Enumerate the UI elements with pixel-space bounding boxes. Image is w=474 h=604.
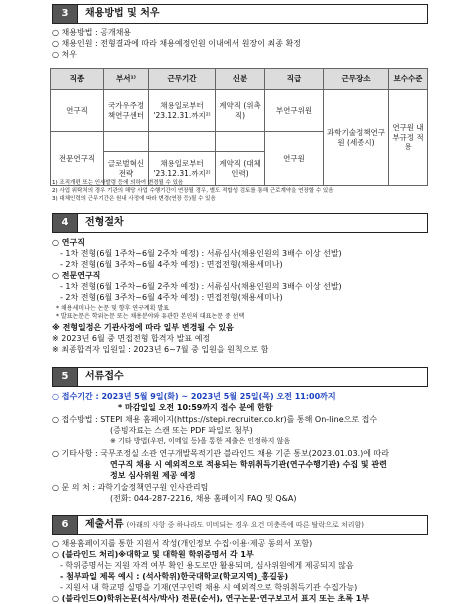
contact-detail: (전화: 044-287-2216, 채용 홈페이지 FAQ 및 Q&A) bbox=[110, 494, 297, 503]
schedule-note: ※ 최종합격자 입원일 : 2023년 6~7월 중 입원을 원칙으로 함 bbox=[52, 345, 269, 354]
process-note: * 채용세미나는 논문 및 향후 연구계획 발표 bbox=[56, 305, 169, 312]
footnote: 2) 사업 위탁처의 경우 기관의 해당 사업 수행기간이 연장될 경우, 별도 적합성 검토를 통해 근로계약을 연장할 수 있음 bbox=[52, 188, 334, 194]
pro-research-track-heading: ○ 전문연구직 bbox=[52, 271, 101, 280]
section-title: 채용방법 및 처우 bbox=[78, 4, 428, 24]
document-item: ○ (블라인드 처리)※대학교 및 대학원 학위증명서 각 1부 bbox=[52, 550, 254, 559]
table-cell-job: 전문연구직 bbox=[51, 132, 104, 186]
table-cell-status-blank bbox=[216, 132, 265, 152]
schedule-note: ※ 2023년 6월 중 면접전형 합격자 발표 예정 bbox=[52, 334, 211, 343]
table-cell-dept: 국가우주정책연구센터 bbox=[104, 90, 149, 132]
process-step: - 1차 전형(6월 1주차~6월 2주차 예정) : 서류심사(채용인원의 3배수 이상 선발) bbox=[60, 249, 342, 258]
other-info: ○ 기타사항 : 국무조정실 소관 연구개발목적기관 블라인드 채용 기준 통보(2023.01.03.)에 따라 bbox=[52, 449, 389, 458]
table-cell-rank: 연구원 bbox=[265, 132, 324, 186]
document-item: ○ (블라인드O)학위논문(석사/박사) 전문(순서), 연구논문·연구보고서 표지 또는 초록 1부 bbox=[52, 594, 370, 603]
table-header: 직종 bbox=[51, 69, 104, 90]
section-number: 3 bbox=[52, 4, 78, 24]
document-subitem: - 학위증명서는 지원 자격 여부 확인 용도로만 활용되며, 심사위원에게 제공되지 않음 bbox=[60, 561, 354, 570]
footnote: 1) 조직개편 또는 인사발령 등에 의하여 변경될 수 있음 bbox=[52, 180, 184, 186]
section-title: 서류접수 bbox=[78, 367, 428, 387]
table-header: 직급 bbox=[265, 69, 324, 90]
table-header: 근무기간 bbox=[149, 69, 216, 90]
other-info-detail: 연구직 채용 시 예외적으로 적용되는 학위취득기관(연구수행기관) 수집 및 관련 bbox=[110, 460, 387, 469]
section-number: 6 bbox=[52, 515, 78, 535]
table-cell-dept-blank bbox=[104, 132, 149, 152]
section-3-header bbox=[52, 4, 428, 24]
document-subitem: - 첨부파일 제목 예시 : (석사학위)한국대학교(학교지역)_홍길동) bbox=[60, 572, 289, 581]
table-cell-period: 채용일로부터 '23.12.31.까지²⁾ bbox=[149, 90, 216, 132]
section-5-header bbox=[52, 367, 428, 387]
application-method-detail: ※ 기타 방법(우편, 이메일 등)을 통한 제출은 인정하지 않음 bbox=[110, 437, 291, 445]
contact-info: ○ 문 의 처 : 과학기술정책연구원 인사관리팀 bbox=[52, 483, 209, 492]
recruit-count-line: ○ 채용인원 : 전형결과에 따라 채용예정인원 이내에서 원장이 최종 확정 bbox=[52, 39, 301, 48]
table-cell-status: 계약직 (대체인력) bbox=[216, 152, 265, 186]
section-number: 5 bbox=[52, 367, 78, 387]
research-track-heading: ○ 연구직 bbox=[52, 238, 85, 247]
footnote: 3) 대체인력의 근무기간은 원내 사정에 따라 변경(연장 등)될 수 있음 bbox=[52, 196, 216, 202]
table-header: 부서¹⁾ bbox=[104, 69, 149, 90]
section-title bbox=[78, 515, 428, 535]
application-period: ○ 접수기간 : 2023년 5월 9일(화) ~ 2023년 5월 25일(목) 오전 11:00까지 bbox=[52, 392, 336, 401]
document-subitem: - 지원서 내 학교명 실명을 기재(연구인력 채용 시 예외적으로 학위취득기관 수집가능) bbox=[60, 583, 358, 592]
process-step: - 1차 전형(6월 1주차~6월 2주차 예정) : 서류심사(채용인원의 3배수 이상 선발) bbox=[60, 282, 342, 291]
process-note: * 발표논문은 학위논문 또는 채용분야와 유관한 본인의 대표논문 중 선택 bbox=[56, 313, 245, 320]
section-title: 전형절차 bbox=[78, 213, 428, 233]
table-cell-pay: 연구원 내부규정 적용 bbox=[389, 90, 428, 186]
table-header: 신분 bbox=[216, 69, 265, 90]
section-title-text: 제출서류 bbox=[85, 518, 124, 530]
table-cell-job: 연구직 bbox=[51, 90, 104, 132]
document-item: ○ 채용홈페이지를 통한 지원서 작성(개인정보 수집·이용·제공 동의서 포함) bbox=[52, 539, 313, 548]
table-header: 보수수준 bbox=[389, 69, 428, 90]
table-cell-period-blank bbox=[149, 132, 216, 152]
table-cell-status: 계약직 (위촉직) bbox=[216, 90, 265, 132]
other-info-detail: 정보 심사위원 제공 예정 bbox=[110, 471, 196, 480]
table-cell-place: 과학기술정책연구원 (세종시) bbox=[324, 90, 389, 186]
application-method-detail: (증빙자료는 스캔 또는 PDF 파일로 첨부) bbox=[110, 426, 253, 435]
recruit-method-line: ○ 채용방법 : 공개채용 bbox=[52, 28, 132, 37]
table-header: 근무장소 bbox=[324, 69, 389, 90]
section-6-header bbox=[52, 515, 428, 535]
process-step: - 2차 전형(6월 3주차~6월 4주차 예정) : 면접전형(채용세미나) bbox=[60, 293, 283, 302]
schedule-note: ※ 전형일정은 기관사정에 따라 일부 변경될 수 있음 bbox=[52, 323, 234, 332]
table-cell-dept: 글로벌혁신전략 bbox=[104, 152, 149, 186]
section-4-header bbox=[52, 213, 428, 233]
application-method: ○ 접수방법 : STEPI 채용 홈페이지(https://stepi.recruiter.co.kr)를 통해 On-line으로 접수 bbox=[52, 415, 378, 424]
process-step: - 2차 전형(6월 3주차~6월 4주차 예정) : 면접전형(채용세미나) bbox=[60, 260, 283, 269]
table-cell-rank: 부연구위원 bbox=[265, 90, 324, 132]
table-cell-period: 채용일로부터 '23.12.31.까지²⁾ bbox=[149, 152, 216, 186]
deadline-note: * 마감일일 오전 10:59까지 접수 분에 한함 bbox=[118, 403, 273, 412]
treatment-line: ○ 처우 bbox=[52, 50, 77, 59]
recruit-table bbox=[50, 68, 428, 186]
section-number: 4 bbox=[52, 213, 78, 233]
section-title-note: (아래의 사항 중 하나라도 미비되는 경우 요건 미충족에 따른 탈락으로 처리함) bbox=[126, 520, 364, 529]
